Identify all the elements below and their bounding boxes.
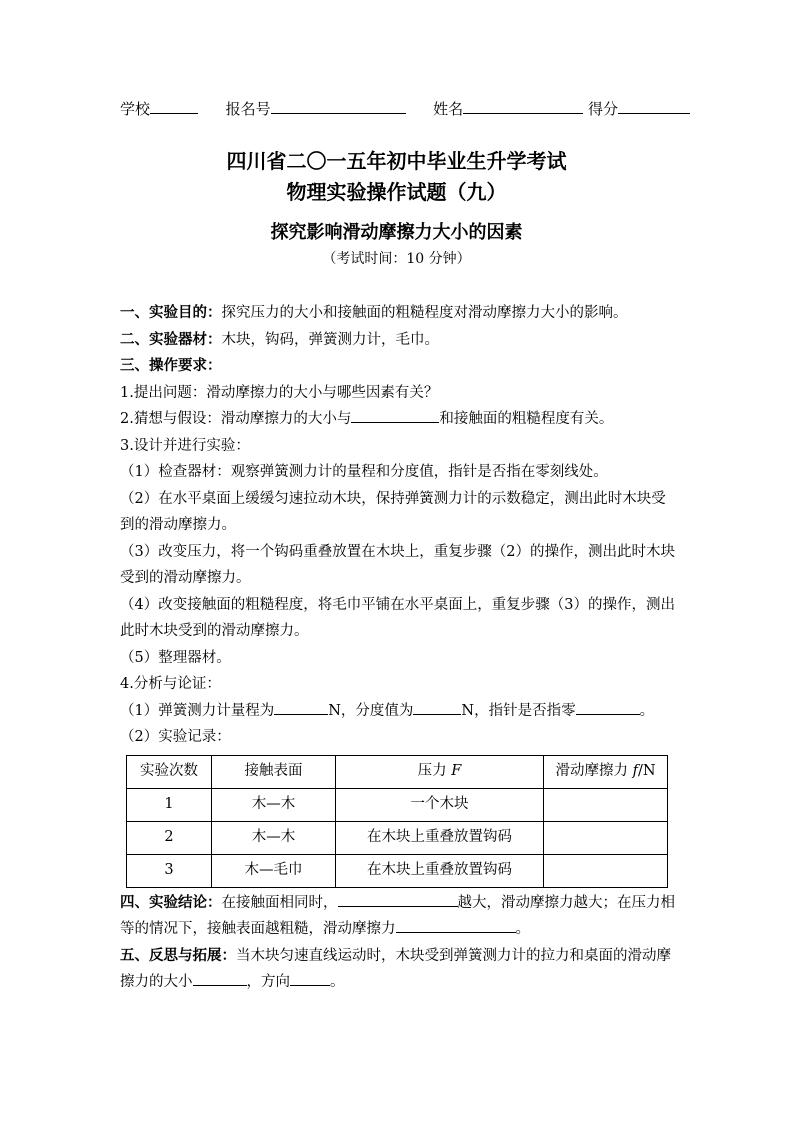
table-cell: 木—木 [212,788,336,821]
header-friction-unit: /N [637,763,656,780]
section-reflection [120,943,675,996]
question-3: 3.设计并进行实验： [120,437,250,454]
question-1: 1.提出问题：滑动摩擦力的大小与哪些因素有关？ [120,384,439,401]
school-field[interactable] [150,99,198,114]
table-cell: 木—木 [212,821,336,854]
section-heading: 一、实验目的： [120,305,222,321]
table-cell: 3 [127,854,212,887]
header-pressure [336,755,544,788]
friction-input-cell[interactable] [544,788,668,821]
q2-answer-blank[interactable] [351,408,439,423]
conclusion-text-a: 在接触面相同时， [221,894,338,911]
reflection-text-c: 。 [330,974,345,990]
analysis-1 [120,698,675,725]
a1-text-a: （1）弹簧测力计量程为 [120,702,275,719]
range-blank[interactable] [274,700,328,715]
division-blank[interactable] [413,700,461,715]
analysis-2: （2）实验记录： [120,729,231,745]
section-requirements [120,353,675,380]
table-cell: 一个木块 [336,788,544,821]
header-friction-var: f [632,763,638,780]
name-field[interactable] [463,99,583,114]
header-pressure-text: 压力 [417,763,452,780]
table-cell: 1 [127,788,212,821]
conclusion-blank-2[interactable] [396,918,516,933]
q2-text-b: 和接触面的粗糙程度有关。 [439,411,614,427]
a1-text-d: 。 [639,702,655,719]
experiment-title: 探究影响滑动摩擦力大小的因素 [270,222,523,243]
section-equipment [120,327,675,354]
candidate-info-line [120,98,680,119]
name-label: 姓名 [433,100,464,118]
table-row [127,788,668,821]
header-friction [544,755,668,788]
section-purpose [120,300,675,327]
a1-text-b: N，分度值为 [328,702,414,719]
section-heading: 三、操作要求： [120,358,222,374]
table-row [127,821,668,854]
reflection-blank-2[interactable] [290,971,330,986]
conclusion-blank-1[interactable] [338,892,458,907]
score-field[interactable] [618,99,690,114]
reflection-blank-1[interactable] [193,971,247,986]
step-4: （4）改变接触面的粗糙程度，将毛巾平铺在水平桌面上，重复步骤（3）的操作，测出此时木块受到的滑动摩擦力。 [120,596,675,639]
step-3: （3）改变压力，将一个钩码重叠放置在木块上，重复步骤（2）的操作，测出此时木块受到的滑动摩擦力。 [120,543,675,586]
section-heading: 二、实验器材： [120,331,222,348]
header-pressure-var: F [451,763,462,780]
exam-body [120,300,675,996]
record-table [126,755,668,888]
purpose-text: 探究压力的大小和接触面的粗糙程度对滑动摩擦力大小的影响。 [221,305,628,321]
table-header-row [127,755,668,788]
table-cell: 在木块上重叠放置钩码 [336,854,544,887]
step-1: （1）检查器材：观察弹簧测力计的量程和分度值，指针是否指在零刻线处。 [120,464,608,480]
exam-subtitle: 物理实验操作试题（九） [286,180,507,204]
section-conclusion [120,890,675,943]
reg-number-field[interactable] [271,99,406,114]
header-friction-text: 滑动摩擦力 [555,763,633,780]
exam-time: （考试时间：10 分钟） [322,251,471,267]
step-2: （2）在水平桌面上缓缓匀速拉动木块，保持弹簧测力计的示数稳定，测出此时木块受到的滑动摩擦力。 [120,490,666,533]
reflection-text-b: ，方向 [246,974,290,990]
header-trial: 实验次数 [127,755,212,788]
question-4: 4.分析与论证： [120,676,221,692]
friction-input-cell[interactable] [544,854,668,887]
a1-text-c: N，指针是否指零 [461,702,576,719]
q2-text-a: 2.猜想与假设：滑动摩擦力的大小与 [120,411,352,427]
equipment-text: 木块，钩码，弹簧测力计，毛巾。 [221,331,439,348]
exam-title: 四川省二〇一五年初中毕业生升学考试 [226,149,567,173]
table-row [127,854,668,887]
school-label: 学校 [120,100,151,118]
conclusion-text-b: 越大，滑动摩擦力越大；在压力相等的情况下，接触表面越粗糙，滑动摩擦力 [120,894,675,937]
conclusion-text-c: 。 [515,921,530,937]
table-cell: 在木块上重叠放置钩码 [336,821,544,854]
header-surface: 接触表面 [212,755,336,788]
score-label: 得分 [587,100,618,118]
section-heading: 五、反思与拓展： [120,947,236,964]
table-cell: 木—毛巾 [212,854,336,887]
zero-blank[interactable] [576,700,640,715]
step-5: （5）整理器材。 [120,649,231,666]
friction-input-cell[interactable] [544,821,668,854]
reg-number-label: 报名号 [225,100,271,118]
reflection-text-a: 当木块匀速直线运动时，木块受到弹簧测力计的拉力和桌面的滑动摩擦力的大小 [120,947,671,990]
table-cell: 2 [127,821,212,854]
section-heading: 四、实验结论： [120,894,222,911]
question-2 [120,406,675,433]
